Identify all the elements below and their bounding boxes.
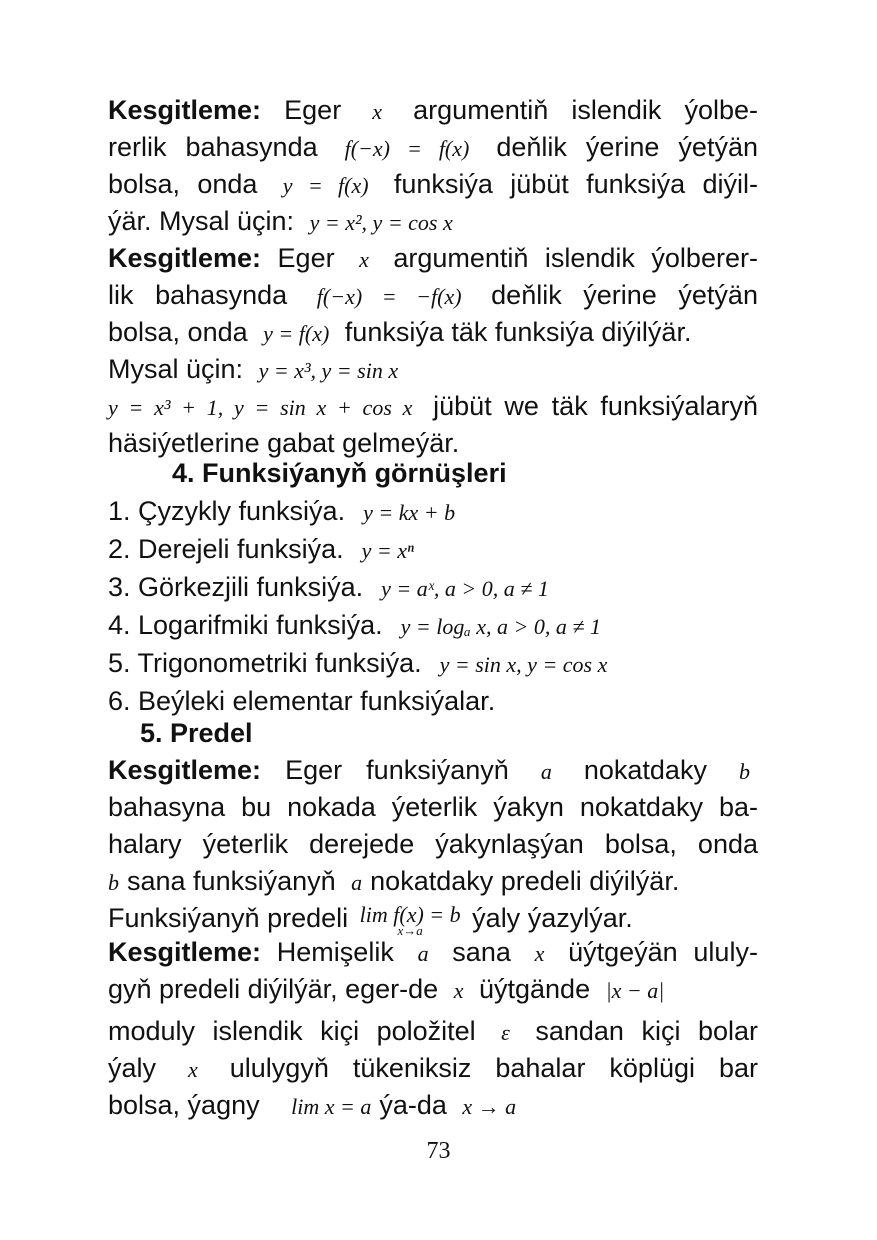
even-example-formula: y = x², y = cos x xyxy=(309,210,453,235)
neither-example-formula: y = x³ + 1, y = sin x + cos x xyxy=(108,395,413,420)
def2-line-5: y = x³ + 1, y = sin x + cos x jübüt we täk funksiýalaryň xyxy=(108,391,758,421)
def2-line-2: lik bahasynda f(−x) = −f(x) deňlik ýerine ýetýän xyxy=(108,280,758,310)
function-type-item: 3. Görkezjili funksiýa. y = aˣ, a > 0, a ≠ 1 xyxy=(108,572,549,602)
definition-label: Kesgitleme: xyxy=(108,243,262,273)
definition-label: Kesgitleme: xyxy=(108,95,262,125)
definition-odd-function xyxy=(108,240,758,462)
def1-line-4: ýär. Mysal üçin: y = x², y = cos x xyxy=(108,203,758,240)
def4-line-1: Kesgitleme: Hemişelik a sana x üýtgeýän ululy- xyxy=(108,937,758,967)
even-condition-formula: f(−x) = f(x) xyxy=(344,136,470,161)
function-type-item: 2. Derejeli funksiýa. y = xⁿ xyxy=(108,534,414,564)
limit-formula: lim f(x) = b x→a xyxy=(359,902,461,938)
def4-line-3: moduly islendik kiçi položitel ε sandan kiçi bolar xyxy=(108,1016,758,1046)
def1-line-2: rerlik bahasynda f(−x) = f(x) deňlik ýerine ýetýän xyxy=(108,132,758,162)
definition-label: Kesgitleme: xyxy=(108,755,262,785)
odd-example-formula: y = x³, y = sin x xyxy=(258,358,399,383)
def3-line-3: halary ýeterlik derejede ýakynlaşýan bolsa, onda xyxy=(108,829,758,859)
absolute-value-formula: |x − a| xyxy=(605,978,665,1003)
def3-line-4: b sana funksiýanyň a nokatdaky predeli diýilýär. xyxy=(108,866,680,896)
odd-condition-formula: f(−x) = −f(x) xyxy=(316,284,462,309)
def2-line-6: häsiýetlerine gabat gelmeýär. xyxy=(108,428,460,458)
def1-line-3: bolsa, onda y = f(x) funksiýa jübüt funksiýa diýil- xyxy=(108,169,758,199)
function-type-item: 1. Çyzykly funksiýa. y = kx + b xyxy=(108,496,456,526)
epsilon-symbol: ε xyxy=(501,1020,510,1045)
definition-label: Kesgitleme: xyxy=(108,937,262,967)
def2-line-3: bolsa, onda y = f(x) funksiýa täk funksiýa diýilýär. xyxy=(108,317,692,347)
page-number: 73 xyxy=(426,1138,451,1164)
def2-line-1: Kesgitleme: Eger x argumentiň islendik ýolberer- xyxy=(108,243,758,273)
definition-function-limit xyxy=(108,752,758,937)
definition-variable-limit xyxy=(108,934,758,1124)
definition-even-function xyxy=(108,92,758,240)
section-heading: 4. Funksiýanyň görnüşleri xyxy=(172,458,507,488)
def4-line-5: bolsa, ýagny lim x = a ýa-da x → a xyxy=(108,1090,517,1120)
def3-line-1: Kesgitleme: Eger funksiýanyň a nokatdaky b xyxy=(108,755,750,785)
section-heading: 5. Predel xyxy=(140,718,253,748)
def4-line-2: gyň predeli diýilýär, eger-de x üýtgände |x − a| xyxy=(108,971,758,1013)
def3-line-5: Funksiýanyň predeli lim f(x) = b x→a ýaly ýazylýar. xyxy=(108,902,633,938)
def2-line-4: Mysal üçin: y = x³, y = sin x xyxy=(108,351,758,388)
def1-line-1: Kesgitleme: Eger x argumentiň islendik ýolbe- xyxy=(108,95,758,125)
def4-line-4: ýaly x ululygyň tükeniksiz bahalar köplügi bar xyxy=(108,1053,758,1083)
function-type-item: 6. Beýleki elementar funksiýalar. xyxy=(108,686,496,716)
function-type-item: 4. Logarifmiki funksiýa. y = logₐ x, a > 0, a ≠ 1 xyxy=(108,610,601,640)
function-type-item: 5. Trigonometriki funksiýa. y = sin x, y = cos x xyxy=(108,648,608,678)
def3-line-2: bahasyna bu nokada ýeterlik ýakyn nokatdaky ba- xyxy=(108,792,758,822)
